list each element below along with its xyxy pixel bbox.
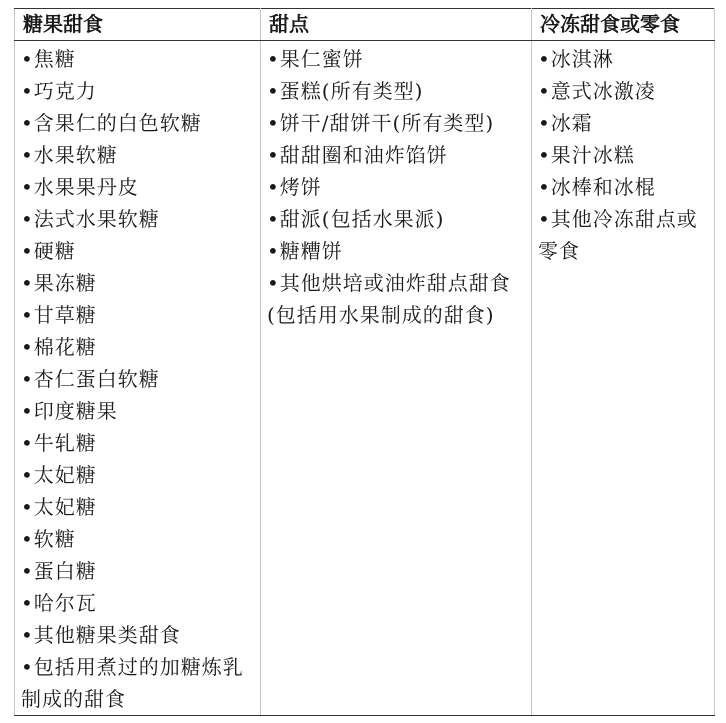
list-item <box>538 75 708 107</box>
bullet: • <box>538 143 551 167</box>
item-text: 印度糖果 <box>33 399 118 423</box>
candy-column <box>15 41 261 716</box>
list-item <box>21 203 254 235</box>
list-item <box>538 203 708 267</box>
item-text: 冰棒和冰棍 <box>550 175 656 199</box>
item-text: 果汁冰糕 <box>550 143 635 167</box>
item-text: 哈尔瓦 <box>33 591 97 615</box>
candy-list <box>21 41 254 715</box>
item-text: 其他糖果类甜食 <box>33 623 181 647</box>
bullet: • <box>21 367 34 391</box>
item-text: 软糖 <box>33 527 76 551</box>
list-item <box>21 619 254 651</box>
item-text: 水果软糖 <box>33 143 118 167</box>
list-item <box>538 171 708 203</box>
item-text: 硬糖 <box>33 239 76 263</box>
bullet: • <box>538 207 551 231</box>
bullet: • <box>21 239 34 263</box>
bullet: • <box>267 207 280 231</box>
list-item <box>21 651 254 715</box>
list-item <box>21 395 254 427</box>
item-text: 棉花糖 <box>33 335 97 359</box>
bullet: • <box>21 591 34 615</box>
bullet: • <box>21 175 34 199</box>
bullet: • <box>21 79 34 103</box>
desserts-column <box>261 41 532 716</box>
bullet: • <box>21 303 34 327</box>
bullet: • <box>21 623 34 647</box>
bullet: • <box>21 207 34 231</box>
item-text: 饼干/甜饼干(所有类型) <box>279 111 495 135</box>
list-item <box>21 107 254 139</box>
bullet: • <box>21 527 34 551</box>
list-item <box>538 43 708 75</box>
bullet: • <box>267 79 280 103</box>
bullet: • <box>267 239 280 263</box>
header-row <box>15 9 715 41</box>
bullet: • <box>21 111 34 135</box>
frozen-column <box>532 41 715 716</box>
sweets-table <box>14 8 715 716</box>
item-text: 水果果丹皮 <box>33 175 139 199</box>
item-text: 糖糟饼 <box>279 239 343 263</box>
bullet: • <box>21 655 34 679</box>
item-text: 烤饼 <box>279 175 322 199</box>
list-item <box>267 203 525 235</box>
bullet: • <box>267 47 280 71</box>
item-text: 甘草糖 <box>33 303 97 327</box>
list-item <box>21 75 254 107</box>
item-text: 甜甜圈和油炸馅饼 <box>279 143 448 167</box>
bullet: • <box>267 111 280 135</box>
bullet: • <box>21 47 34 71</box>
header-candy: 糖果甜食 <box>15 9 261 41</box>
bullet: • <box>267 271 280 295</box>
list-item <box>267 43 525 75</box>
bullet: • <box>267 175 280 199</box>
bullet: • <box>21 399 34 423</box>
list-item <box>21 427 254 459</box>
list-item <box>267 267 525 331</box>
item-text: 牛轧糖 <box>33 431 97 455</box>
item-text: 太妃糖 <box>33 463 97 487</box>
bullet: • <box>21 463 34 487</box>
item-text: 其他烘培或油炸甜点甜食(包括用水果制成的甜食) <box>267 271 511 327</box>
item-text: 杏仁蛋白软糖 <box>33 367 160 391</box>
item-text: 蛋白糖 <box>33 559 97 583</box>
item-text: 法式水果软糖 <box>33 207 160 231</box>
item-text: 冰霜 <box>550 111 593 135</box>
header-frozen: 冷冻甜食或零食 <box>532 9 715 41</box>
list-item <box>21 299 254 331</box>
bullet: • <box>21 559 34 583</box>
list-item <box>538 139 708 171</box>
bullet: • <box>21 143 34 167</box>
header-desserts: 甜点 <box>261 9 532 41</box>
list-item <box>267 75 525 107</box>
list-item <box>538 107 708 139</box>
item-text: 其他冷冻甜点或零食 <box>538 207 698 263</box>
bullet: • <box>538 175 551 199</box>
bullet: • <box>538 111 551 135</box>
body-row <box>15 41 715 716</box>
bullet: • <box>267 143 280 167</box>
item-text: 包括用煮过的加糖炼乳制成的甜食 <box>21 655 244 711</box>
list-item <box>21 491 254 523</box>
frozen-list <box>538 41 708 267</box>
item-text: 冰淇淋 <box>550 47 614 71</box>
item-text: 含果仁的白色软糖 <box>33 111 202 135</box>
list-item <box>21 235 254 267</box>
item-text: 果冻糖 <box>33 271 97 295</box>
list-item <box>21 171 254 203</box>
list-item <box>267 107 525 139</box>
list-item <box>267 139 525 171</box>
item-text: 焦糖 <box>33 47 76 71</box>
list-item <box>21 523 254 555</box>
list-item <box>21 267 254 299</box>
list-item <box>21 555 254 587</box>
list-item <box>267 235 525 267</box>
item-text: 巧克力 <box>33 79 97 103</box>
bullet: • <box>21 335 34 359</box>
item-text: 甜派(包括水果派) <box>279 207 445 231</box>
item-text: 意式冰激凌 <box>550 79 656 103</box>
list-item <box>21 587 254 619</box>
bullet: • <box>21 271 34 295</box>
list-item <box>21 43 254 75</box>
bullet: • <box>21 431 34 455</box>
list-item <box>21 139 254 171</box>
item-text: 太妃糖 <box>33 495 97 519</box>
bullet: • <box>21 495 34 519</box>
bullet: • <box>538 47 551 71</box>
item-text: 蛋糕(所有类型) <box>279 79 424 103</box>
list-item <box>21 459 254 491</box>
item-text: 果仁蜜饼 <box>279 47 364 71</box>
list-item <box>267 171 525 203</box>
bullet: • <box>538 79 551 103</box>
list-item <box>21 363 254 395</box>
desserts-list <box>267 41 525 331</box>
list-item <box>21 331 254 363</box>
